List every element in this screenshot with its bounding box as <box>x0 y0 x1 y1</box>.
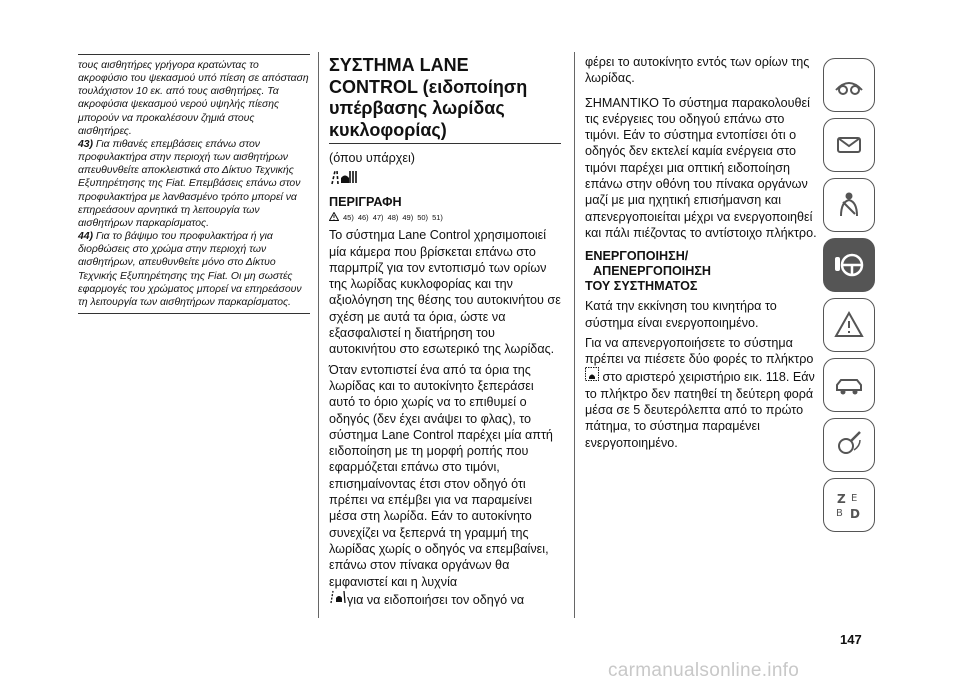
continued-paragraph: φέρει το αυτοκίνητο εντός των ορίων της λωρίδας. <box>585 55 810 86</box>
index-letters-icon <box>832 488 866 522</box>
seatbelt-airbag-icon <box>832 188 866 222</box>
steering-key-icon <box>832 248 866 282</box>
tab-emergency[interactable] <box>823 298 875 352</box>
car-dashboard-icon <box>832 68 866 102</box>
chapter-tabs <box>823 58 878 538</box>
column-divider <box>318 52 319 618</box>
description-paragraph-2-end-text: για να ειδοποιήσει τον οδηγό να <box>347 592 525 607</box>
tab-warning-lights[interactable] <box>823 118 875 172</box>
watermark: carmanualsonline.info <box>608 660 800 681</box>
sensor-note-box <box>78 54 310 314</box>
ref-51: 51) <box>432 213 443 223</box>
ref-50: 50) <box>417 213 429 223</box>
important-paragraph: ΣΗΜΑΝΤΙΚΟ Το σύστημα παρακολουθεί τις ενέργειες του οδηγού επάνω στο τιμόνι. Εάν το σύστημα εντοπίσει ότι ο οδηγός δεν εκτελεί καμία ενέργεια στο τιμόνι παρέχει μια οπτική ειδοποίηση επάνω στην οθόνη του πίνακα οργάνων μαζί με μια ηχητική επισήμανση και απενεργοποιείται μέχρι να ενεργοποιηθεί και πάλι πιέζοντας το αντίστοιχο πλήκτρο. <box>585 95 817 240</box>
ref-47: 47) <box>372 213 384 223</box>
availability-note: (όπου υπάρχει) <box>329 151 415 165</box>
middle-column <box>329 54 561 608</box>
tab-index[interactable] <box>823 478 875 532</box>
activation-paragraph-1: Κατά την εκκίνηση του κινητήρα το σύστημα είναι ενεργοποιημένο. <box>585 299 777 330</box>
svg-text:E: E <box>851 493 858 504</box>
svg-text:B: B <box>836 508 843 519</box>
tab-maintenance[interactable] <box>823 358 875 412</box>
warning-light-icon <box>832 128 866 162</box>
tab-safety[interactable] <box>823 178 875 232</box>
activation-heading-line-3: ΤΟΥ ΣΥΣΤΗΜΑΤΟΣ <box>585 279 698 294</box>
description-paragraph-2: Όταν εντοπιστεί ένα από τα όρια της λωρίδας και το αυτοκίνητο ξεπεράσει αυτό το όριο χωρίς να το επιθυμεί ο οδηγός (δεν έχει ανάψει το φλας), το σύστημα Lane Control παρέχει μία απτή ειδοποίηση με τη μορφή ροπής που εφαρμόζεται επάνω στο τιμόνι, επισημαίνοντας έτσι στον οδηγό ότι πρέπει να επέμβει για να παραμείνει μέσα στη λωρίδα. Εάν το αυτοκίνητο συνεχίζει να ξεπερνά τη γραμμή της λωρίδας χωρίς ο οδηγός να επεμβαίνει, επάνω στον πίνακα οργάνων θα εμφανιστεί και η λυχνία <box>329 362 553 589</box>
ref-49: 49) <box>402 213 414 223</box>
section-title: ΣΥΣΤΗΜΑ LANE CONTROL (ειδοποίηση υπέρβασης λωρίδας κυκλοφορίας) <box>329 54 561 144</box>
tab-driving[interactable] <box>823 238 875 292</box>
note-paragraph-2 <box>78 138 310 230</box>
left-column <box>78 54 310 314</box>
car-wrench-icon <box>832 368 866 402</box>
tab-technical-data[interactable] <box>823 418 875 472</box>
activation-paragraph-2-part-b: στο αριστερό χειριστήριο εικ. 118. Εάν το πλήκτρο δεν πατηθεί τη δεύτερη φορά μέσα σε 5 δευτερόλεπτα από το πρώτο πάτημα, το σύστημα παραμένει ενεργοποιημένο. <box>585 370 815 450</box>
note-text-44: Για το βάψιμο του προφυλακτήρα ή για διορθώσεις στο χρώμα στην περιοχή των αισθητήρων, απευθυνθείτε μόνο στο Δίκτυο Τεχνικής Εξυπηρέτησης της Fiat. Οι μη σωστές εφαρμογές του χρώματος μπορεί να επηρεάσουν τη λειτουργία των αισθητήρων παρκαρίσματος. <box>78 231 302 308</box>
warning-triangle-icon <box>832 308 866 342</box>
note-number-43: 43) <box>78 138 94 150</box>
lane-warning-light-icon <box>329 593 347 607</box>
lane-control-button-icon <box>585 370 599 384</box>
column-divider-2 <box>574 52 575 618</box>
warning-references <box>329 212 561 223</box>
svg-text:Z: Z <box>837 492 846 506</box>
activation-heading-line-2: ΑΠΕΝΕΡΓΟΠΟΙΗΣΗ <box>593 264 711 279</box>
note-paragraph-1: τους αισθητήρες γρήγορα κρατώντας το ακροφύσιο του ψεκασμού υπό πίεση σε απόσταση τουλάχιστον 10 εκ. από τους αισθητήρες. Τα ακροφύσια ψεκασμού νερού υψηλής πίεσης μπορούν να προκαλέσουν ζημιά στους αισθητήρες. <box>78 60 309 137</box>
activation-paragraph-2 <box>585 335 817 451</box>
note-text-43: Για πιθανές επεμβάσεις επάνω στον προφυλακτήρα στην περιοχή των αισθητήρων απευθυνθείτε αποκλειστικά στο Δίκτυο Τεχνικής Εξυπηρέτησης της Fiat. Επεμβάσεις επάνω στον προφυλακτήρα με λανθασμένο τρόπο μπορεί να επηρεάσουν αρνητικά τη λειτουργία των αισθητήρων παρκαρίσματος. <box>78 138 301 229</box>
note-number-44: 44) <box>78 231 94 243</box>
svg-text:D: D <box>850 507 860 521</box>
page-number: 147 <box>840 632 862 647</box>
activation-paragraph-2-part-a: Για να απενεργοποιήσετε το σύστημα πρέπει να πιέσετε δύο φορές το πλήκτρο <box>585 335 814 367</box>
note-paragraph-3 <box>78 230 310 309</box>
lane-control-icon <box>329 168 561 191</box>
description-paragraph-2-end <box>329 590 561 608</box>
description-paragraph-1: Το σύστημα Lane Control χρησιμοποιεί μία κάμερα που βρίσκεται επάνω στο παρμπρίζ για τον εντοπισμό των ορίων της λωρίδας κυκλοφορίας και την αξιολόγηση της θέσης του αυτοκινήτου σε σχέση με αυτά τα όρια, ώστε να εξασφαλιστεί η διατήρηση του αυτοκινήτου στο εσωτερικό της λωρίδας. <box>329 228 561 357</box>
ref-46: 46) <box>357 213 369 223</box>
activation-heading-line-1: ΕΝΕΡΓΟΠΟΙΗΣΗ/ <box>585 249 689 264</box>
multimedia-wrench-icon <box>832 428 866 462</box>
right-column <box>585 54 817 451</box>
warning-triangle-icon <box>329 212 339 223</box>
description-heading: ΠΕΡΙΓΡΑΦΗ <box>329 195 402 210</box>
tab-dashboard[interactable] <box>823 58 875 112</box>
ref-48: 48) <box>387 213 399 223</box>
ref-45: 45) <box>343 213 354 223</box>
